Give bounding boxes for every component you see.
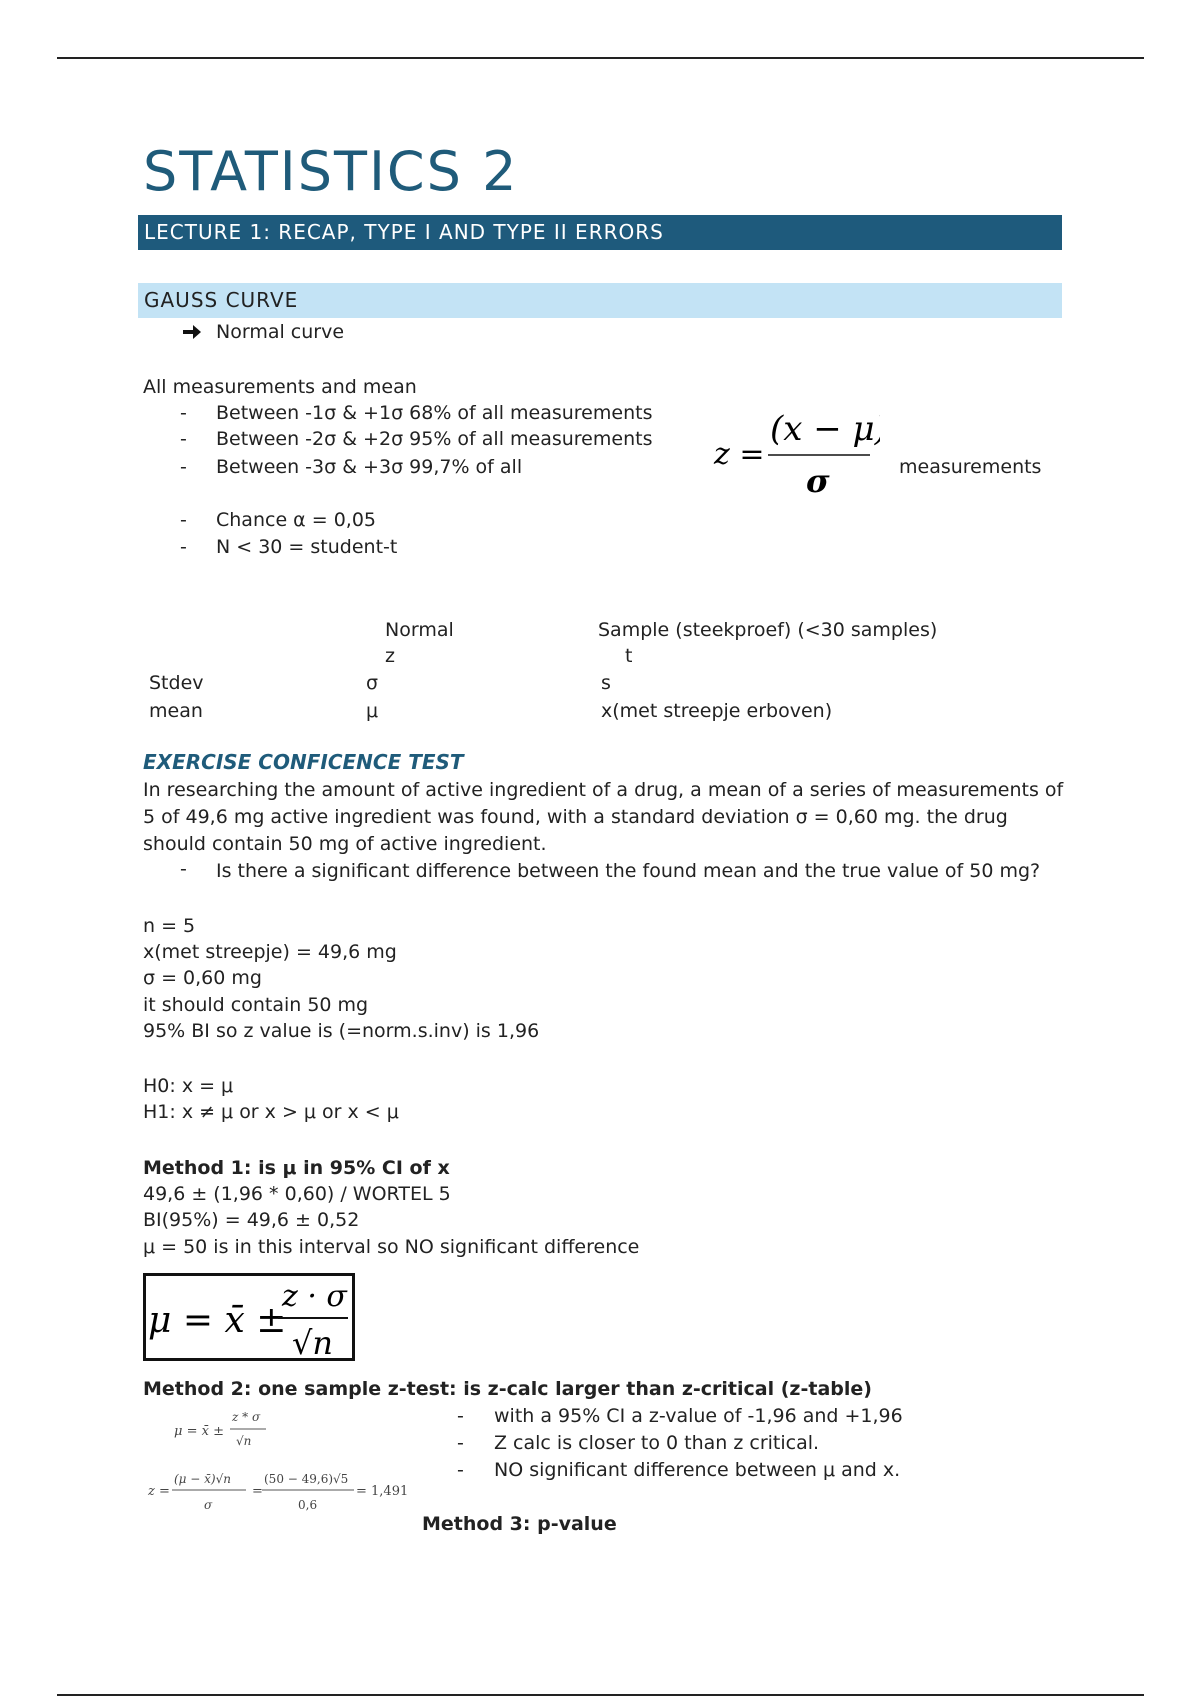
bottom-rule — [57, 1694, 1144, 1696]
exercise-title: EXERCISE CONFICENCE TEST — [143, 750, 464, 774]
exercise-text: In researching the amount of active ingredient of a drug, a mean of a series of measurements of 5 of 49,6 mg active ingredient was found, with a standard deviation σ = 0,60 mg. the drug should contain 50 mg of active ingredient. — [143, 779, 1064, 855]
method2-bullet: Z calc is closer to 0 than z critical. — [494, 1432, 820, 1454]
bullet-dash: - — [180, 536, 187, 558]
z-formula — [710, 398, 880, 503]
given-line: σ = 0,60 mg — [143, 967, 262, 989]
small-formula-2-num1: (μ − x̄)√n — [174, 1472, 231, 1486]
top-rule — [57, 57, 1144, 59]
small-formula-2-den1: σ — [204, 1498, 213, 1512]
method1-line: μ = 50 is in this interval so NO significant difference — [143, 1236, 640, 1258]
bullet-dash: - — [457, 1405, 464, 1427]
method1-title: Method 1: is μ in 95% CI of x — [143, 1157, 450, 1179]
given-line: n = 5 — [143, 915, 196, 937]
bullet-2: Between -2σ & +2σ 95% of all measurements — [216, 428, 653, 450]
bullet-dash: - — [180, 509, 187, 531]
method2-bullet: with a 95% CI a z-value of -1,96 and +1,96 — [494, 1405, 903, 1427]
hypothesis-h0: H0: x = μ — [143, 1075, 234, 1097]
small-formula-2-den2: 0,6 — [298, 1498, 318, 1512]
given-line: x(met streepje) = 49,6 mg — [143, 941, 397, 963]
table-header-sample: Sample (steekproef) (<30 samples) — [598, 619, 938, 641]
bullet-3-overflow: measurements — [899, 456, 1042, 478]
table-cell: s — [601, 672, 611, 694]
bullet-1: Between -1σ & +1σ 68% of all measurements — [216, 402, 653, 424]
bullet-5: N < 30 = student-t — [216, 536, 398, 558]
small-formula-1-den: √n — [236, 1434, 252, 1448]
small-formula-2-lhs: z = — [148, 1484, 170, 1499]
small-formula-2-num2: (50 − 49,6)√5 — [264, 1472, 349, 1486]
small-formula-1-num: z * σ — [232, 1410, 261, 1424]
bullet-dash: - — [180, 858, 187, 880]
bullet-4: Chance α = 0,05 — [216, 509, 376, 531]
method3-title: Method 3: p-value — [422, 1513, 617, 1535]
arrow-icon — [181, 322, 203, 347]
exercise-question: Is there a significant difference between the found mean and the true value of 50 mg? — [216, 860, 1041, 882]
ci-formula-lhs: μ = x̄ ± — [148, 1300, 287, 1341]
z-formula-numerator: (x − μ) — [770, 409, 880, 449]
table-cell: x(met streepje erboven) — [601, 700, 833, 722]
lecture-heading: LECTURE 1: RECAP, TYPE I AND TYPE II ERRORS — [138, 215, 1062, 250]
small-formula-1 — [170, 1405, 280, 1458]
page-title: STATISTICS 2 — [143, 140, 519, 203]
method2-bullet: NO significant difference between μ and x. — [494, 1459, 901, 1481]
given-line: it should contain 50 mg — [143, 994, 369, 1016]
given-line: 95% BI so z value is (=norm.s.inv) is 1,96 — [143, 1020, 540, 1042]
ci-formula-box — [143, 1273, 355, 1361]
section-heading: GAUSS CURVE — [138, 283, 1062, 318]
table-subheader-sample: t — [625, 645, 633, 667]
method1-line: BI(95%) = 49,6 ± 0,52 — [143, 1209, 360, 1231]
method2-title: Method 2: one sample z-test: is z-calc larger than z-critical (z-table) — [143, 1378, 872, 1400]
ci-formula-numerator: z · σ — [282, 1279, 347, 1314]
bullet-dash: - — [180, 428, 187, 450]
small-formula-2-result: = 1,491 — [356, 1484, 409, 1499]
small-formula-1-lhs: μ = x̄ ± — [174, 1424, 224, 1439]
arrow-item-text: Normal curve — [216, 321, 345, 343]
bullet-dash: - — [457, 1459, 464, 1481]
table-cell: σ — [366, 672, 379, 694]
table-row-label: Stdev — [149, 672, 204, 694]
arrow-right-icon — [181, 322, 203, 342]
small-formula-2 — [146, 1465, 416, 1522]
bullet-dash: - — [457, 1432, 464, 1454]
bullet-3: Between -3σ & +3σ 99,7% of all — [216, 456, 523, 478]
table-header-normal: Normal — [385, 619, 454, 641]
ci-formula-denominator: √n — [292, 1324, 333, 1358]
method1-line: 49,6 ± (1,96 * 0,60) / WORTEL 5 — [143, 1183, 451, 1205]
bullet-dash: - — [180, 456, 187, 478]
z-formula-denominator: σ — [806, 462, 830, 498]
gauss-intro: All measurements and mean — [143, 376, 417, 398]
bullet-dash: - — [180, 402, 187, 424]
z-formula-lhs: z = — [714, 437, 765, 472]
hypothesis-h1: H1: x ≠ μ or x > μ or x < μ — [143, 1101, 399, 1123]
table-cell: μ — [366, 700, 379, 722]
table-row-label: mean — [149, 700, 203, 722]
table-subheader-normal: z — [385, 645, 395, 667]
small-formula-2-eq: = — [252, 1484, 263, 1499]
